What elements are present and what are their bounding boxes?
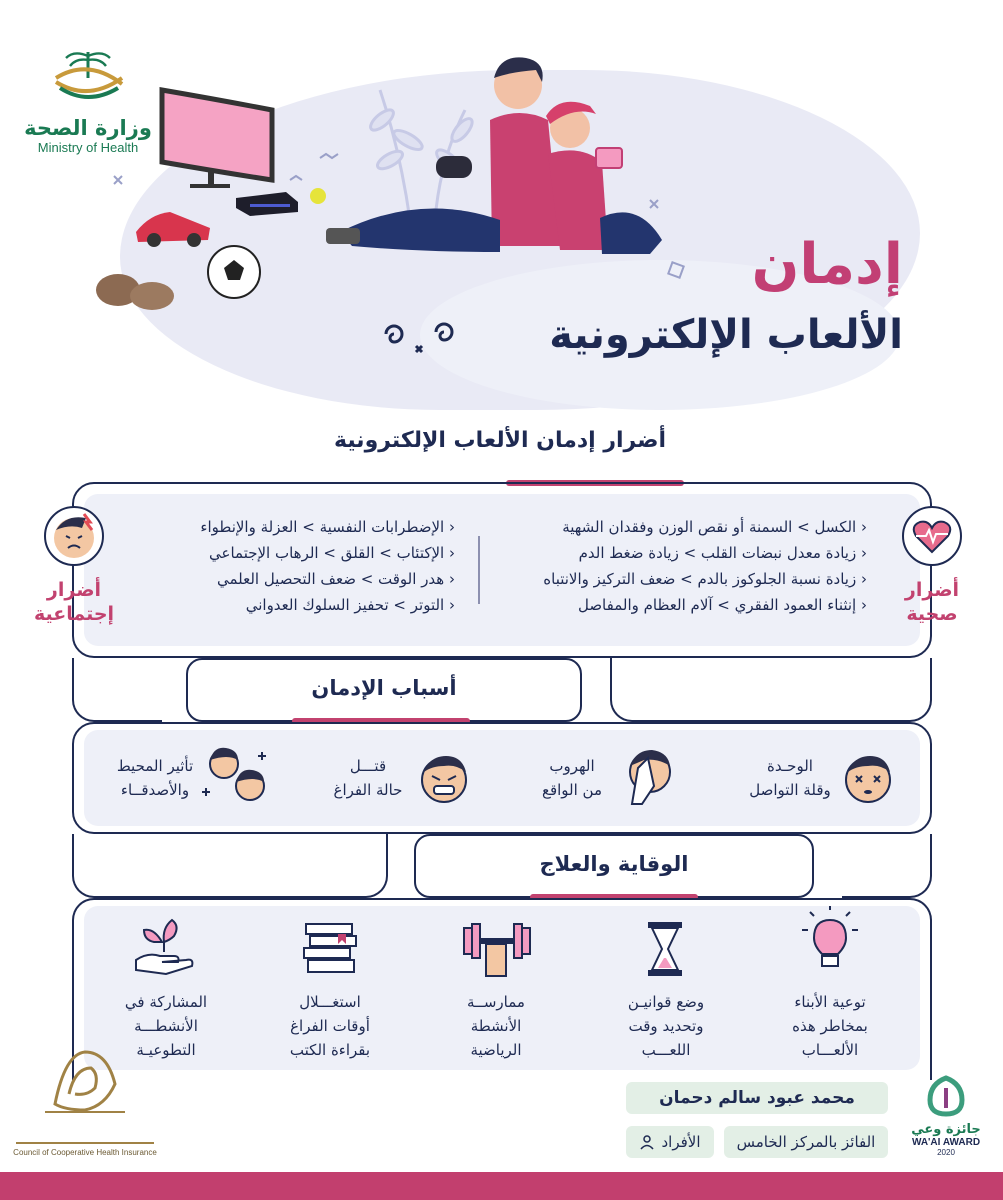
social-harm-item: ‹ هدر الوقت > ضعف التحصيل العلمي: [135, 566, 455, 592]
prevention-line2: بمخاطر هذه: [792, 1017, 868, 1035]
social-harms-list: [135, 514, 455, 618]
prevention-item: [270, 990, 390, 1062]
footer-bar: [0, 1172, 1003, 1200]
spiral-decoration-icon: [378, 318, 458, 358]
winner-category: [626, 1126, 714, 1158]
dizzy-face-icon: [840, 750, 896, 806]
harms-section-title: أضرار إدمان الألعاب الإلكترونية: [333, 428, 667, 453]
gamers-illustration: [90, 50, 710, 320]
causes-section-title: أسباب الإدمان: [311, 676, 457, 700]
prevention-line2: وتحديد وقت: [628, 1017, 704, 1035]
prevention-section-title: الوقاية والعلاج: [539, 852, 689, 876]
facepalm-icon: [622, 746, 678, 808]
main-title-line2: الألعاب الإلكترونية: [549, 312, 903, 358]
heart-rate-icon: [902, 506, 962, 566]
cause-line2: والأصدقــاء: [120, 781, 190, 799]
award-year: 2020: [937, 1148, 955, 1157]
waai-award-logo: [906, 1074, 986, 1164]
prevention-line2: الأنشطة: [470, 1017, 522, 1035]
health-label-line2: صحية: [906, 603, 958, 625]
award-leaf-icon: [924, 1074, 968, 1118]
health-harm-item: ‹ زيادة نسبة الجلوكوز بالدم > ضعف التركيز والانتباه: [507, 566, 867, 592]
friends-icon: [200, 742, 280, 808]
cause-item: [742, 754, 838, 802]
moh-logo-arabic: وزارة الصحة: [24, 116, 152, 140]
cause-line2: حالة الفراغ: [333, 781, 403, 799]
award-name-en: WA'AI AWARD: [911, 1137, 981, 1148]
cause-line1: قتـــل: [349, 757, 387, 775]
prevention-line1: توعية الأبناء: [794, 993, 866, 1011]
prevention-line2: أوقات الفراغ: [290, 1017, 370, 1035]
prevention-line1: استغـــلال: [299, 993, 361, 1011]
prevention-line3: بقراءة الكتب: [289, 1041, 371, 1059]
lightbulb-icon: [800, 904, 860, 976]
health-harm-item: ‹ الكسل > السمنة أو نقص الوزن وفقدان الشهية: [507, 514, 867, 540]
cause-line1: تأثير المحيط: [116, 757, 194, 775]
health-harms-list: [507, 514, 867, 618]
winner-name: محمد عبود سالم دحمان: [626, 1082, 888, 1114]
connector-right-2: [842, 834, 932, 898]
prevention-line3: الألعـــاب: [801, 1041, 859, 1059]
social-harms-label: [24, 578, 124, 626]
social-label-line2: إجتماعية: [33, 603, 115, 625]
cause-line2: من الواقع: [541, 781, 603, 799]
cause-line2: وقلة التواصل: [749, 781, 831, 799]
social-harm-item: ‹ الإضطرابات النفسية > العزلة والإنطواء: [135, 514, 455, 540]
grimace-face-icon: [416, 750, 472, 806]
prevention-line3: اللعـــب: [641, 1041, 691, 1059]
health-harm-item: ‹ زيادة معدل نبضات القلب > زيادة ضغط الدم: [507, 540, 867, 566]
stressed-face-icon: [44, 506, 104, 566]
prevention-line2: الأنشطـــة: [134, 1017, 198, 1035]
prevention-line3: الرياضية: [470, 1041, 522, 1059]
prevention-line1: المشاركة في: [124, 993, 208, 1011]
cause-line1: الوحـدة: [767, 757, 813, 775]
cause-item: [522, 754, 622, 802]
prevention-item: [770, 990, 890, 1062]
main-title-line1: إدمان: [751, 232, 903, 297]
prevention-item: [436, 990, 556, 1062]
calligraphy-emblem-icon: [35, 1044, 135, 1118]
health-harm-item: ‹ إنثناء العمود الفقري > آلام العظام والمفاصل: [507, 592, 867, 618]
prevention-line1: ممارســة: [467, 993, 525, 1011]
social-harm-item: ‹ التوتر > تحفيز السلوك العدواني: [135, 592, 455, 618]
dumbbell-icon: [460, 918, 534, 980]
winner-rank: الفائز بالمركز الخامس: [724, 1126, 888, 1158]
council-calligraphy-line: [16, 1122, 154, 1144]
hourglass-icon: [640, 918, 690, 980]
social-label-line1: أضرار: [46, 579, 102, 601]
connector-right: [610, 658, 932, 722]
moh-logo-english: Ministry of Health: [37, 140, 139, 155]
connector-left: [72, 658, 162, 722]
cause-line1: الهروب: [549, 757, 595, 775]
books-icon: [300, 920, 362, 978]
volunteer-hand-icon: [132, 912, 198, 978]
prevention-line1: وضع قوانيـن: [627, 993, 705, 1011]
harms-divider: [478, 536, 480, 604]
connector-left-2: [72, 834, 388, 898]
cchi-logo: [10, 1044, 160, 1168]
category-label: الأفراد: [661, 1133, 701, 1151]
person-icon: [639, 1134, 655, 1150]
social-harm-item: ‹ الإكتئاب > القلق > الرهاب الإجتماعي: [135, 540, 455, 566]
cause-item: [320, 754, 416, 802]
award-name-ar: جائزة وعي: [911, 1122, 981, 1137]
council-name-en: Council of Cooperative Health Insurance: [13, 1148, 157, 1157]
health-label-line1: أضرار: [904, 579, 960, 601]
prevention-line3: التطوعيـة: [136, 1041, 196, 1059]
prevention-item: [606, 990, 726, 1062]
health-harms-label: [892, 578, 972, 626]
cause-item: [100, 754, 210, 802]
